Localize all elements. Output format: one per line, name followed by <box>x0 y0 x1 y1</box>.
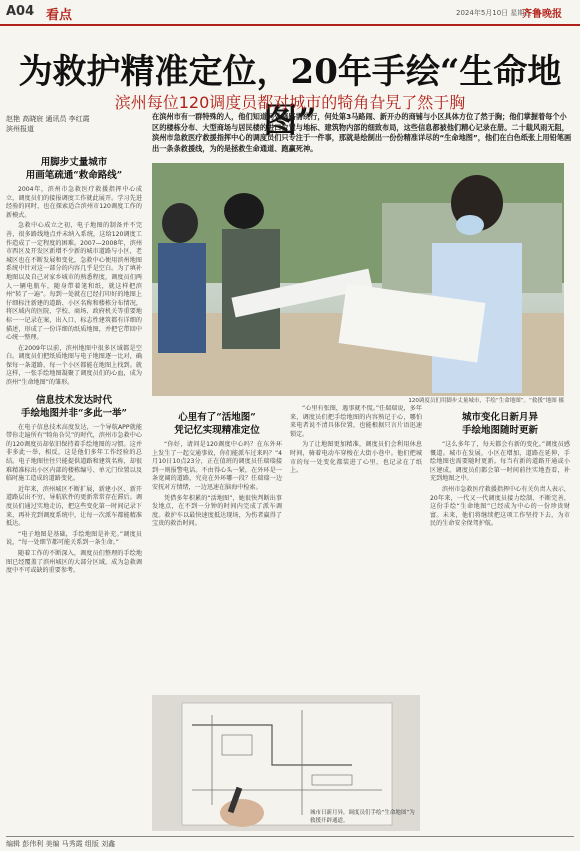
byline <box>6 114 116 134</box>
paragraph: 为了让地图更加精准，调度员们会利用休息时间，骑着电动车穿梭在大街小巷中。他们把城市的每一处变化都装进了心里，也记录在了纸上。 <box>290 441 422 475</box>
paragraph: 近年来，滨州城区不断扩展，新建小区、新开道路层出不穷，导航软件的更新常常存在滞后。调度员们通过实地走访，把这些变化第一时间记录下来，再补充到调度系统中，让每一次派车都能精准抵达。 <box>6 485 142 528</box>
paragraph: “心里有张图，遇事就不慌。”任瑞瑞说，多年来，调度员们把手绘地图的内容熟记于心，哪怕来电者说不清具体位置，也能根据只言片语迅速锁定。 <box>290 405 422 438</box>
section-title-3: 心里有了“活地图” 凭记忆实现精准定位 <box>174 412 260 436</box>
paragraph: 随着工作的不断深入，调度员们整理的手绘地图已经覆盖了滨州城区的大部分区域，成为急救调度中不可或缺的重要参考。 <box>6 549 142 575</box>
headline: 为救护精准定位，20年手绘“生命地图” <box>18 52 562 141</box>
paragraph: “电子地图是基础，手绘地图是补充。”调度员说，“每一处细节都可能关系到一条生命。” <box>6 530 142 547</box>
article-column-3 <box>290 405 422 695</box>
paragraph: 急救中心成立之初，电子地图的制备并不完善，很多路线地点并未纳入系统，这给120调度工作造成了一定程度的困难。2007—2008年，滨州市西区及开发区新增不少新的城市道路与小区，老城区也在不断发展和变化，急救中心便用滨州地图系统中针对这一部分的内容几乎是空白。为了填补地图以及自己对家乡城市的熟悉程度，调度员们两人一辆电瓶车，随身带着笔和纸，就这样把滨州“转了一遍”。每到一处就在已经打印好的地图上仔细标注新建的道路、小区名称和楼栋分布情况，将区域内的医院、学校、商场、政府机关等重要地标一一记录在案，出入口、标志性建筑都有详细的描述，形成了一份详细的纸质地图，并把它带回中心统一整理。 <box>6 222 142 342</box>
page-number: A04 <box>6 4 35 19</box>
paragraph: 凭借多年积累的“活地图”，她很快判断出事发地点，在不到一分钟的时间内完成了派车调度。救护车以最快速度抵达现场，为伤者赢得了宝贵的救治时间。 <box>152 494 282 528</box>
subheadline: 滨州每位120调度员都对城市的犄角旮旯了然于胸 <box>114 93 466 112</box>
paragraph: 滨州市急救医疗救援指挥中心有关负责人表示，20年来，一代又一代调度员接力绘制、不断完善，这份手绘“生命地图”已经成为中心的一份珍贵财富。未来，他们将继续把这项工作坚持下去，为市民的生命安全保驾护航。 <box>430 485 570 528</box>
main-photo-caption: 120调度员们用脚步丈量城市，手绘“生命地图”。“救援”地图 摄 <box>408 398 564 404</box>
paragraph: “你好，请问是120调度中心吗？在东外环上发生了一起交通事故，你们能派车过来吗？”4月10日10点23分，正在值班的调度员任瑞瑞接到一则报警电话。不由得心头一紧，在外环是一条宽阔的道路，究竟在外环哪一段？任瑞瑞一边安抚对方情绪，一边迅速在脑海中检索。 <box>152 441 282 491</box>
section-title-4: 城市变化日新月异 手绘地图随时更新 <box>461 412 538 436</box>
map-photo-caption: 城市日新月异，调度员们手绘“生命地图”为救援开辟通道。 <box>310 810 415 824</box>
section-name: 看点 <box>46 8 73 23</box>
newspaper-logo: 齐鲁晚报 <box>522 9 562 20</box>
page-footer-credits: 编辑 彭伟利 美编 马秀霞 组版 刘鑫 <box>6 836 574 849</box>
byline-reporters: 赵艳 高晓宸 通讯员 李红霞 <box>6 115 90 123</box>
article-column-4 <box>430 405 570 832</box>
article-column-1 <box>6 150 142 832</box>
paragraph: 在电子信息技术高度发达，一个导航APP就能带你走遍所有“犄角旮旯”的时代，滨州市急救中心的120调度员却依旧保持着手绘地图的习惯。这并非多此一举，相反，这是他们多年工作经验的总结。电子地图往往只能提供道路和建筑名称，却很难精准标出小区内部的楼栋编号、单元门位置以及临时施工造成的道路变化。 <box>6 423 142 483</box>
article-column-2 <box>152 405 282 695</box>
paragraph: 在2009年以前，滨州地图中很多区域都是空白。调度员们把纸质地图与电子地图逐一比对，确保每一条道路、每一个小区都能在地图上找到。就这样，一张手绘地图凝聚了调度员们的心血，成为滨州“生命地图”的雏形。 <box>6 344 142 387</box>
paragraph: “这么多年了，每天都会有新的变化。”调度员感慨道。城市在发展，小区在增加，道路在延伸，手绘地图也需要随时更新。每当有新的道路开通或小区建成，调度员们都会第一时间前往实地查看，补充到地图之中。 <box>430 441 570 483</box>
section-title-1: 用脚步丈量城市 用画笔疏通“救命路线” <box>25 157 123 181</box>
issue-date: 2024年5月10日 星期五 <box>456 9 532 17</box>
section-title-2: 信息技术发达时代 手绘地图并非“多此一举” <box>21 394 127 419</box>
byline-location: 滨州报道 <box>6 125 34 133</box>
main-photo <box>152 163 564 396</box>
article-intro: 在滨州市有一群特殊的人，他们知道何处修路需绕行，何处第3马路闹、新开办的商铺与小区具体方位了然于胸；他们掌握着每个小区的楼栋分布、大型商场与居民楼的进口位置与地标、建筑物内部的细致布局，这些信息都被他们精心记录在册。二十载风雨无阻，滨州市急救医疗救援指挥中心的调度员们只专注于一件事，那就是绘制出一份份精准详尽的“生命地图”，他们在白色纸张上用铅笔画出一条条救援线，为的是拯救生命通道、跑赢死神。 <box>152 112 572 153</box>
paragraph: 2004年，滨州市急救医疗救援指挥中心成立，调度员们的接报调度工作就此展开。学习先进经验的同时，也在探索适合滨州市120调度工作的新模式。 <box>6 186 142 219</box>
